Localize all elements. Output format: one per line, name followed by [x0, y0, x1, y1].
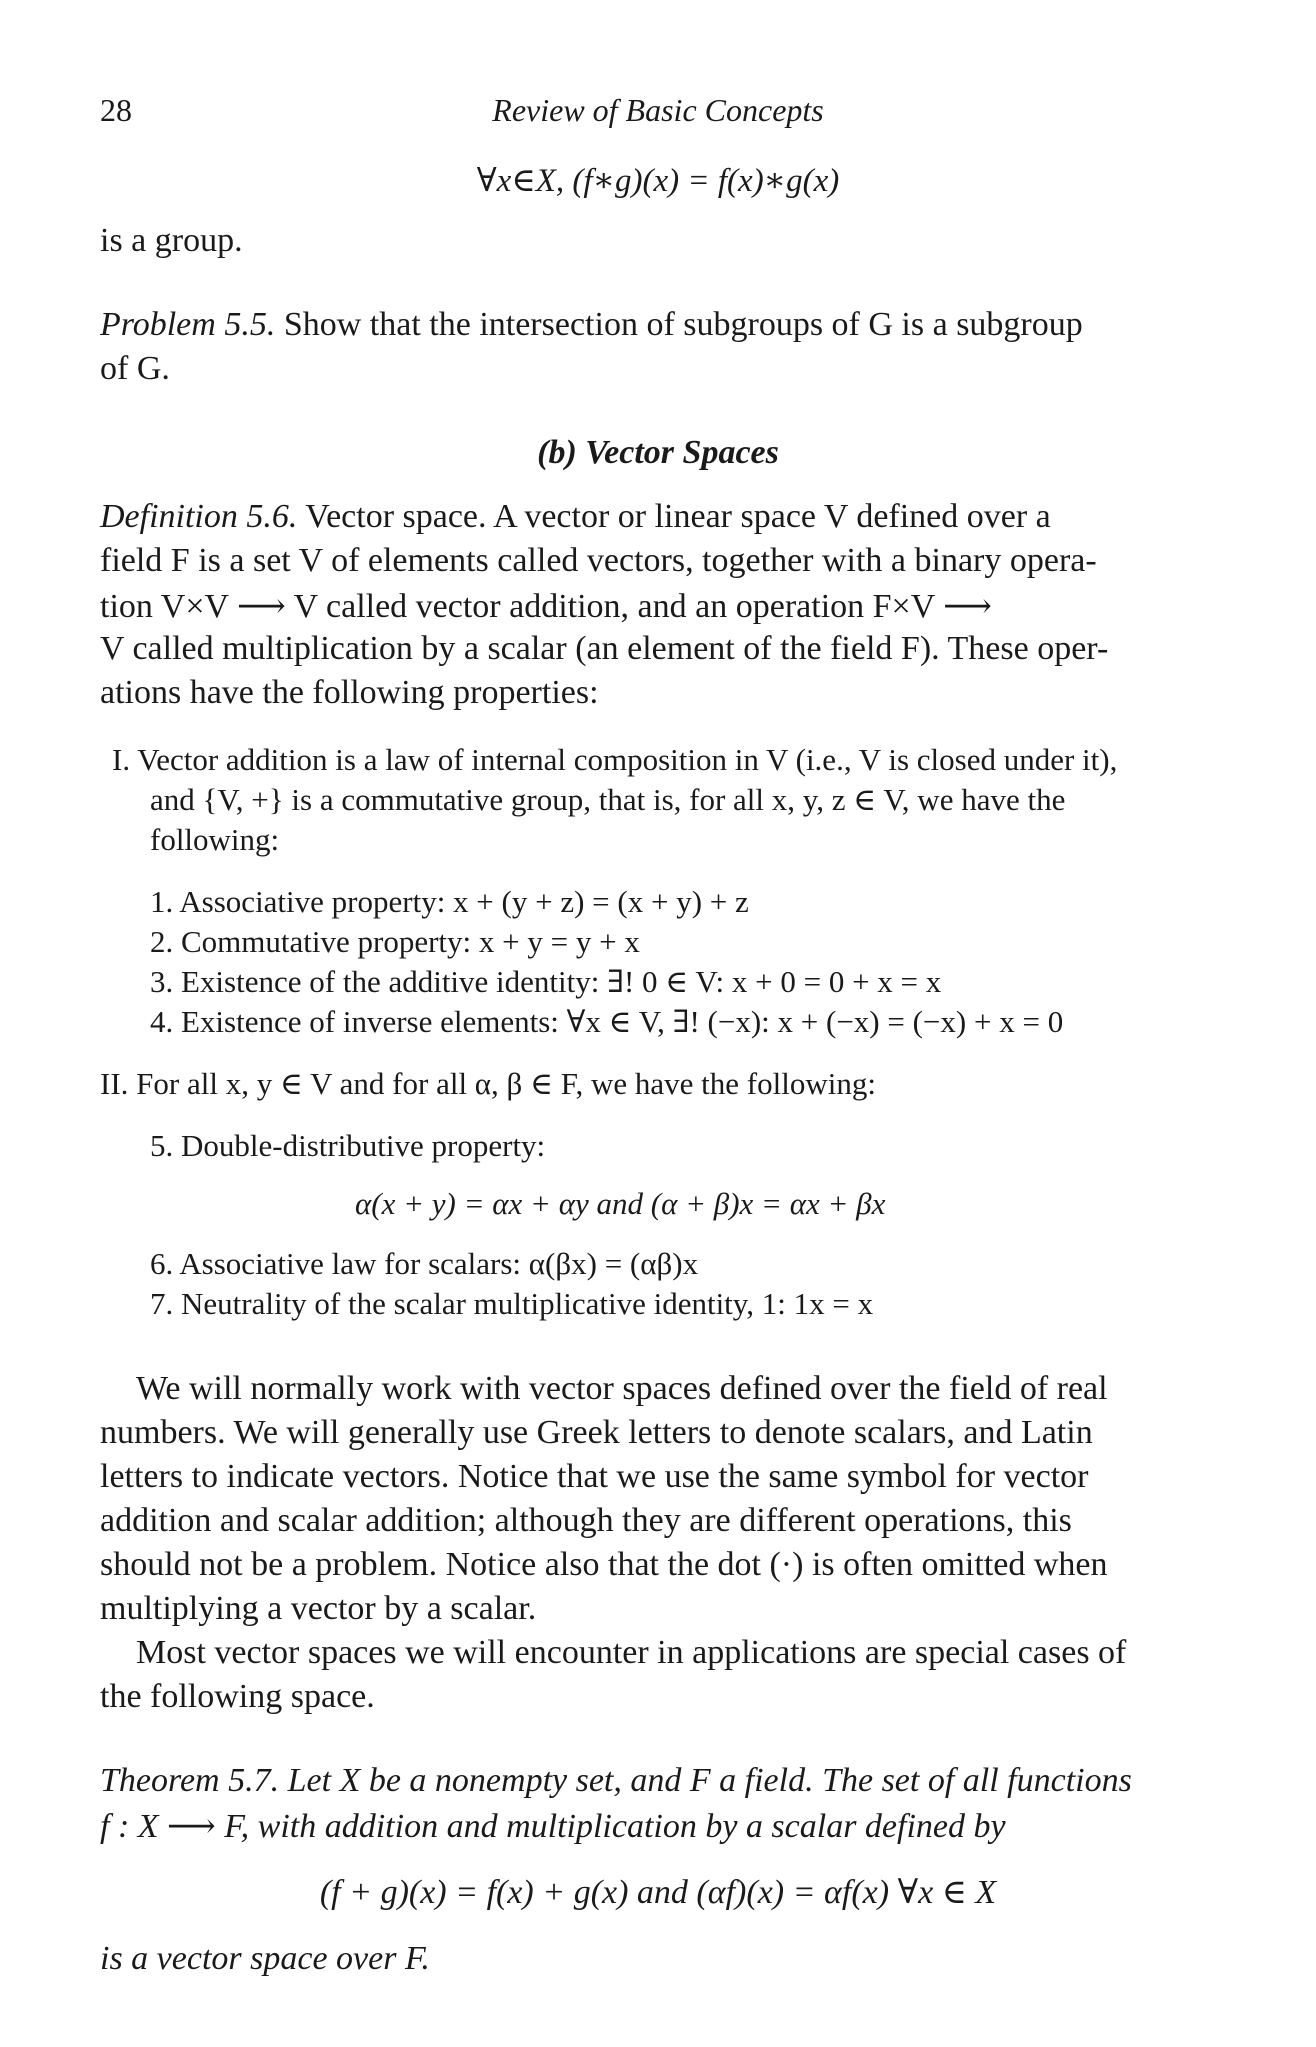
body-paragraph-1-line-4: addition and scalar addition; although they are different operations, this	[100, 1502, 1072, 1539]
problem-line-1	[100, 306, 1216, 344]
section-heading: (b) Vector Spaces	[537, 434, 779, 471]
problem-label: Problem 5.5.	[100, 306, 276, 343]
property-item-1: 1. Associative property: x + (y + z) = (x + y) + z	[150, 884, 749, 919]
page-number: 28	[100, 92, 132, 128]
definition-line-2: field F is a set V of elements called vectors, together with a binary opera-	[100, 542, 1097, 579]
definition-line-1	[100, 498, 1216, 536]
definition-line-5: ations have the following properties:	[100, 674, 599, 711]
body-paragraph-2-line-1: Most vector spaces we will encounter in applications are special cases of	[136, 1634, 1127, 1671]
body-paragraph-1-line-1: We will normally work with vector spaces defined over the field of real	[136, 1370, 1108, 1407]
theorem-line-1	[100, 1762, 1132, 1800]
theorem-formula: (f + g)(x) = f(x) + g(x) and (αf)(x) = αf(x) ∀x ∈ X	[319, 1874, 997, 1911]
group-conclusion: is a group.	[100, 222, 243, 259]
property-item-5: 5. Double-distributive property:	[150, 1128, 546, 1163]
theorem-label: Theorem 5.7.	[100, 1762, 280, 1799]
part-two-line-1: II. For all x, y ∈ V and for all α, β ∈ F, we have the following:	[100, 1066, 876, 1101]
problem-line-2: of G.	[100, 350, 170, 387]
definition-line-4: V called multiplication by a scalar (an element of the field F). These oper-	[100, 630, 1109, 667]
body-paragraph-1-line-3: letters to indicate vectors. Notice that we use the same symbol for vector	[100, 1458, 1089, 1495]
property-item-4: 4. Existence of inverse elements: ∀x ∈ V, ∃! (−x): x + (−x) = (−x) + x = 0	[150, 1004, 1064, 1039]
property-item-6: 6. Associative law for scalars: α(βx) = (αβ)x	[150, 1246, 699, 1281]
problem-text-1: Show that the intersection of subgroups of G is a subgroup	[283, 306, 1083, 343]
property-item-7: 7. Neutrality of the scalar multiplicative identity, 1: 1x = x	[150, 1286, 874, 1321]
body-paragraph-2-line-2: the following space.	[100, 1678, 375, 1715]
body-paragraph-1-line-2: numbers. We will generally use Greek letters to denote scalars, and Latin	[100, 1414, 1093, 1451]
body-paragraph-1-line-6: multiplying a vector by a scalar.	[100, 1590, 537, 1627]
theorem-line-2: f : X ⟶ F, with addition and multiplication by a scalar defined by	[100, 1808, 1006, 1845]
property-item-3: 3. Existence of the additive identity: ∃! 0 ∈ V: x + 0 = 0 + x = x	[150, 964, 942, 999]
theorem-text-1: Let X be a nonempty set, and F a field. The set of all functions	[287, 1762, 1132, 1799]
part-one-line-1: I. Vector addition is a law of internal composition in V (i.e., V is closed under it),	[112, 742, 1118, 777]
property-item-2: 2. Commutative property: x + y = y + x	[150, 924, 640, 959]
distributive-formula: α(x + y) = αx + αy and (α + β)x = αx + βx	[355, 1186, 886, 1221]
body-paragraph-1-line-5: should not be a problem. Notice also that the dot (·) is often omitted when	[100, 1546, 1108, 1583]
running-head: Review of Basic Concepts	[492, 92, 824, 128]
definition-label: Definition 5.6.	[100, 498, 298, 535]
part-one-line-3: following:	[150, 822, 280, 857]
definition-line-3: tion V×V ⟶ V called vector addition, and an operation F×V ⟶	[100, 588, 992, 625]
part-one-line-2: and {V, +} is a commutative group, that is, for all x, y, z ∈ V, we have the	[150, 782, 1066, 817]
group-formula: ∀x∈X, (f∗g)(x) = f(x)∗g(x)	[476, 163, 840, 199]
theorem-conclusion: is a vector space over F.	[100, 1940, 430, 1977]
definition-text-1: Vector space. A vector or linear space V defined over a	[305, 498, 1051, 535]
